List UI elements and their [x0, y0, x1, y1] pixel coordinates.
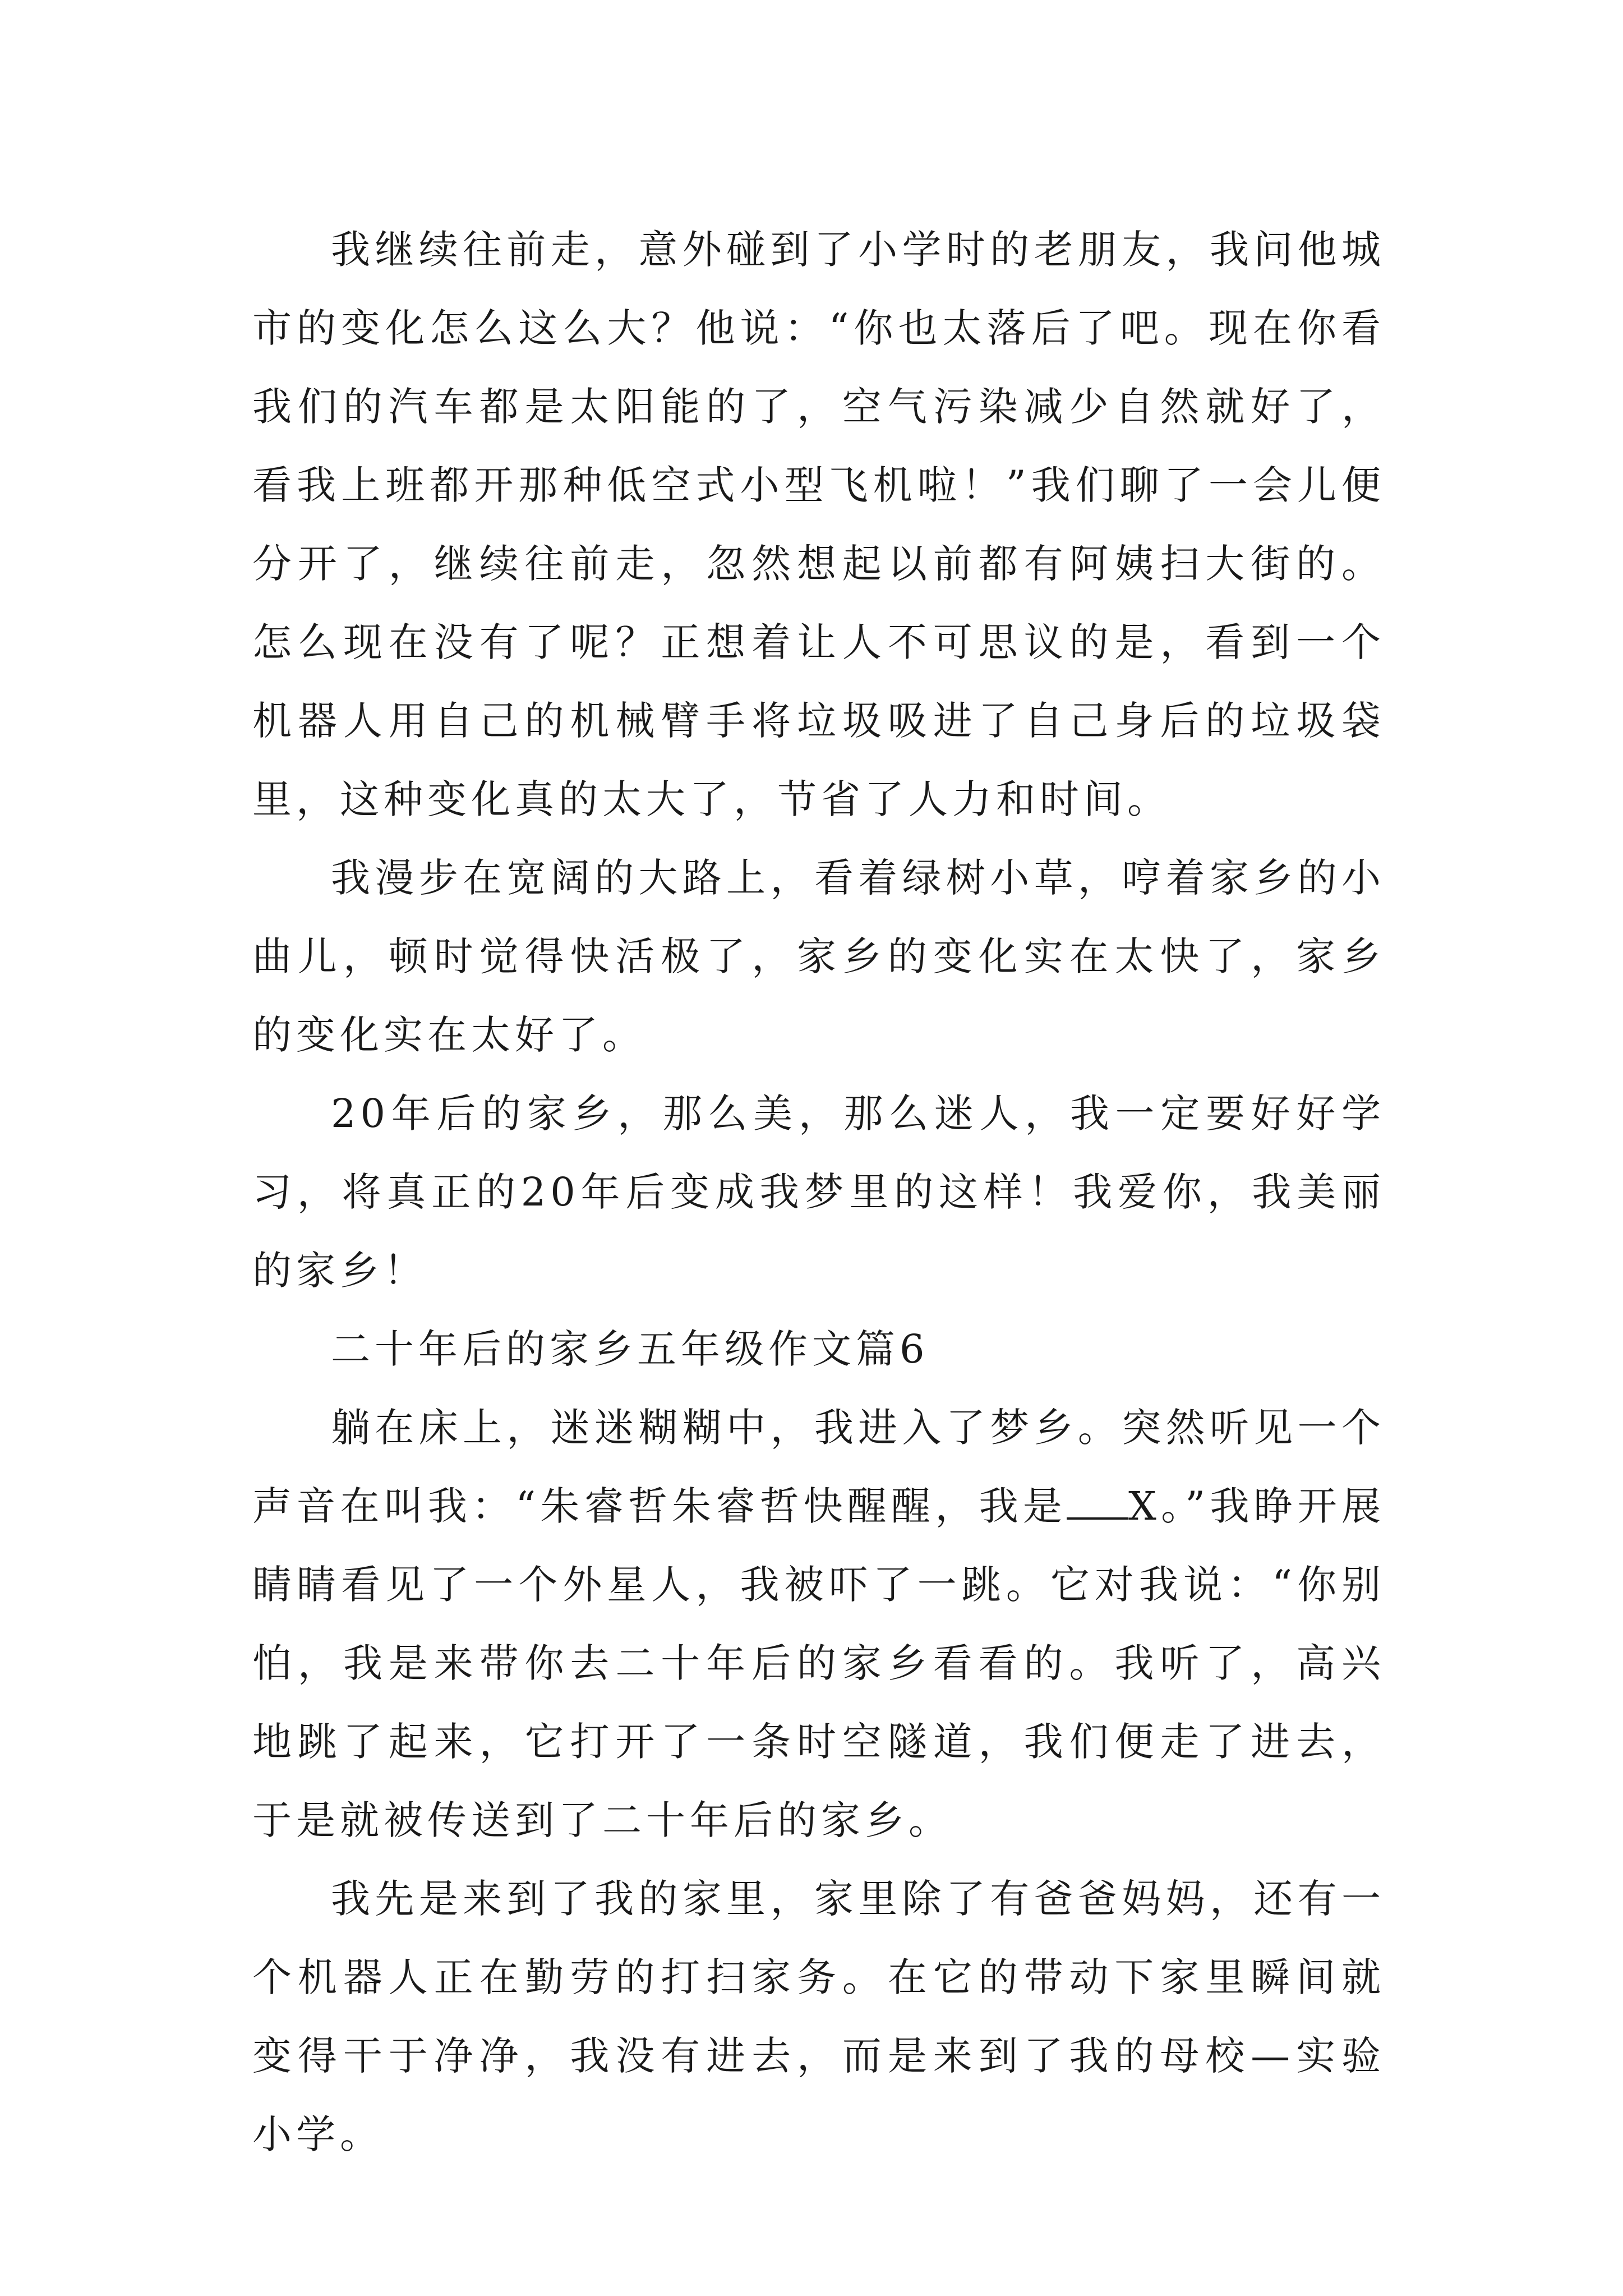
paragraph-4-text-after: 。”我睁开展睛睛看见了一个外星人，我被吓了一跳。它对我说：“你别怕，我是来带你去二十年后的家乡看看的。我听了，高兴地跳了起来，它打开了一条时空隧道，我们便走了进去，于是就被传送到了二十年后的家乡。	[252, 1483, 1385, 1843]
paragraph-1: 我继续往前走，意外碰到了小学时的老朋友，我问他城市的变化怎么这么大？他说：“你也太落后了吧。现在你看我们的汽车都是太阳能的了，空气污染减少自然就好了，看我上班都开那种低空式小型飞机啦！”我们聊了一会儿便分开了，继续往前走，忽然想起以前都有阿姨扫大街的。怎么现在没有了呢？正想着让人不可思议的是，看到一个机器人用自己的机械臂手将垃圾吸进了自己身后的垃圾袋里，这种变化真的太大了，节省了人力和时间。	[252, 227, 1385, 822]
document-body	[252, 210, 1385, 2174]
paragraph-2: 我漫步在宽阔的大路上，看着绿树小草，哼着家乡的小曲儿，顿时觉得快活极了，家乡的变化实在太快了，家乡的变化实在太好了。	[252, 855, 1385, 1058]
section-heading: 二十年后的家乡五年级作文篇6	[331, 1326, 929, 1372]
paragraph-3: 20年后的家乡，那么美，那么迷人，我一定要好好学习，将真正的20年后变成我梦里的这样！我爱你，我美丽的家乡！	[252, 1091, 1385, 1294]
paragraph-4-blank-text: X	[1128, 1483, 1161, 1529]
paragraph-4	[252, 1388, 1385, 1860]
paragraph-4-text-before: 躺在床上，迷迷糊糊中，我进入了梦乡。突然听见一个声音在叫我：“朱睿哲朱睿哲快醒醒，我是	[252, 1405, 1385, 1529]
fill-in-blank	[1067, 1484, 1128, 1520]
paragraph-5: 我先是来到了我的家里，家里除了有爸爸妈妈，还有一个机器人正在勤劳的打扫家务。在它的带动下家里瞬间就变得干于净净，我没有进去，而是来到了我的母校—实验小学。	[252, 1876, 1385, 2157]
